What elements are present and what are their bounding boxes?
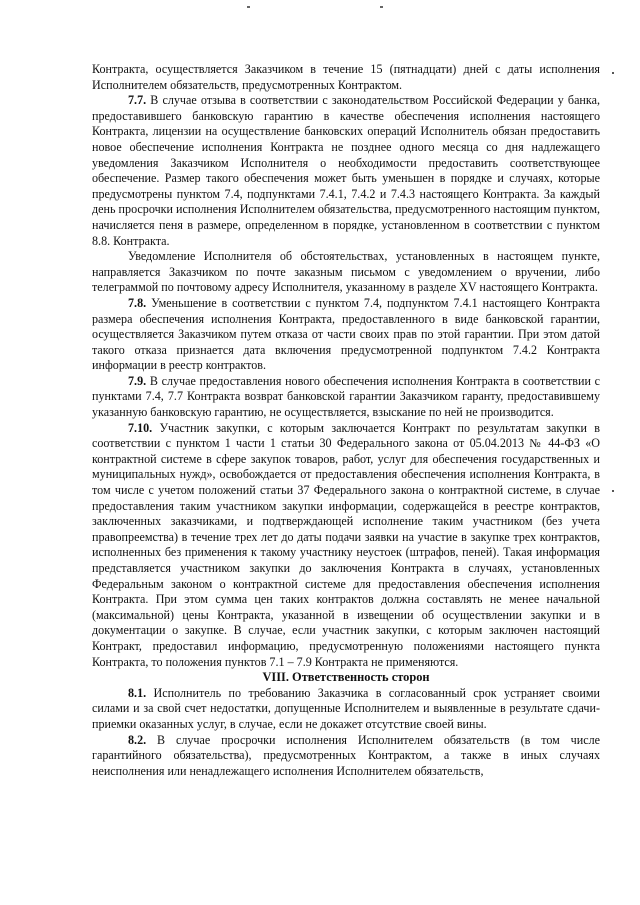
clause-text: В случае просрочки исполнения Исполнителем обязательств (в том числе гарантийного обязательства), предусмотренных Контрактом, а также в иных случаях неисполнения или ненадлежащего исполнения Исполнителем обязательств, [92, 732, 600, 778]
scan-mark [380, 6, 383, 8]
scan-mark [612, 490, 614, 492]
paragraph-8-2 [92, 733, 600, 780]
paragraph-7-6-continuation: Контракта, осуществляется Заказчиком в течение 15 (пятнадцати) дней с даты исполнения Исполнителем обязательств, предусмотренных Контрактом. [92, 62, 600, 92]
paragraph-7-7 [92, 93, 600, 249]
paragraph-7-8 [92, 296, 600, 374]
document-body [92, 62, 600, 779]
clause-text: В случае отзыва в соответствии с законодательством Российской Федерации у банка, предоставившего банковскую гарантию в качестве обеспечения исполнения настоящего Контракта, лицензии на осуществление банковских операций Исполнитель обязан предоставить новое обеспечение исполнения Контракта не позднее одного месяца со дня надлежащего уведомления Заказчиком Исполнителя о необходимости предоставить соответствующее обеспечение. Размер такого обеспечения может быть уменьшен в порядке и случаях, которые предусмотрены пунктом 7.4, подпунктами 7.4.1, 7.4.2 и 7.4.3 настоящего Контракта. За каждый день просрочки исполнения Исполнителем обязательства, предусмотренного настоящим пунктом, начисляется пеня в размере, определенном в порядке, установленном в соответствии с пунктом 8.8. Контракта. [92, 93, 600, 248]
scan-mark [247, 6, 250, 8]
clause-number: 8.2. [128, 732, 147, 747]
clause-number: 7.8. [128, 295, 147, 310]
paragraph-8-1 [92, 686, 600, 733]
paragraph-7-10 [92, 421, 600, 671]
clause-number: 7.10. [128, 420, 153, 435]
scan-mark [612, 72, 614, 74]
clause-text: Исполнитель по требованию Заказчика в согласованный срок устраняет своими силами и за свой счет недостатки, допущенные Исполнителем и выявленные в результате сдачи-приемки оказанных услуг, в случае, если не докажет отсутствие своей вины. [92, 685, 600, 731]
clause-number: 7.9. [128, 373, 147, 388]
clause-text: В случае предоставления нового обеспечения исполнения Контракта в соответствии с пунктами 7.4, 7.7 Контракта возврат банковской гарантии Заказчиком гаранту, предоставившему указанную банковскую гарантию, не осуществляется, взыскание по ней не производится. [92, 373, 600, 420]
paragraph-7-9 [92, 374, 600, 421]
paragraph-notice: Уведомление Исполнителя об обстоятельствах, установленных в настоящем пункте, направляется Заказчиком по почте заказным письмом с уведомлением о вручении, либо телеграммой по почтовому адресу Исполнителя, указанному в разделе XV настоящего Контракта. [92, 249, 600, 295]
clause-text: Уменьшение в соответствии с пунктом 7.4, подпунктом 7.4.1 настоящего Контракта размера обеспечения исполнения Контракта, предоставленного в виде банковской гарантии, осуществляется Заказчиком путем отказа от части своих прав по этой гарантии. При этом датой такого отказа признается дата включения предусмотренной подпунктом 7.4.2 Контракта информации в реестр контрактов. [92, 295, 600, 373]
clause-number: 7.7. [128, 93, 147, 108]
clause-number: 8.1. [128, 685, 147, 700]
section-heading: VIII. Ответственность сторон [262, 670, 430, 685]
clause-text: Участник закупки, с которым заключается Контракт по результатам закупки в соответствии с пунктом 1 части 1 статьи 30 Федерального закона от 05.04.2013 № 44-ФЗ «О контрактной системе в сфере закупок товаров, работ, услуг для обеспечения государственных и муниципальных нужд», освобождается от предоставления обеспечения исполнения Контракта, в том числе с учетом положений статьи 37 Федерального закона о контрактной системе, в случае предоставления таким участником закупки информации, содержащейся в реестре контрактов, заключенных заказчиками, и подтверждающей исполнение таким участником (без учета правопреемства) в течение трех лет до даты подачи заявки на участие в закупке трех контрактов, исполненных без применения к такому участнику неустоек (штрафов, пеней). Такая информация представляется участником закупки до заключения Контракта в случаях, установленных Федеральным законом о контрактной системе для предоставления обеспечения исполнения Контракта. При этом сумма цен таких контрактов должна составлять не менее начальной (максимальной) цены Контракта, указанной в извещении об осуществлении закупки и в документации о закупке. В случае, если участник закупки, с которым заключен настоящий Контракт, предоставил информацию, предусмотренную положениями настоящего пункта Контракта, то положения пунктов 7.1 – 7.9 Контракта не применяются. [92, 420, 600, 669]
